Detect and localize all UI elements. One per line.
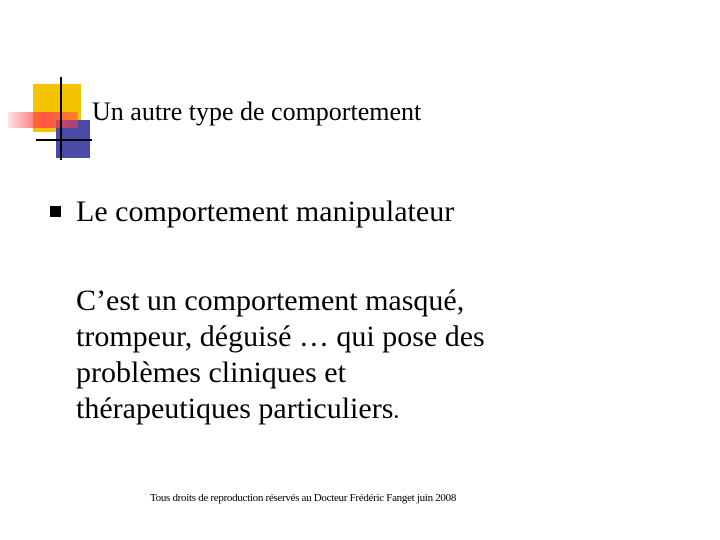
- copyright-footer: Tous droits de reproduction réservés au Docteur Frédéric Fanget juin 2008: [150, 492, 457, 504]
- body-period: .: [393, 398, 400, 424]
- decoration-red-bar: [8, 112, 78, 128]
- slide-title: Un autre type de comportement: [92, 97, 422, 126]
- body-line-2: trompeur, déguisé … qui pose des: [76, 320, 485, 353]
- body-line-4: thérapeutiques particuliers: [76, 392, 394, 425]
- body-line-3: problèmes cliniques et: [76, 356, 346, 389]
- bullet-item: [50, 190, 690, 234]
- body-line-1: C’est un comportement masqué,: [76, 284, 465, 317]
- bullet-text: Le comportement manipulateur: [76, 195, 455, 228]
- body-paragraph: [76, 283, 686, 429]
- square-bullet-icon: [50, 206, 61, 217]
